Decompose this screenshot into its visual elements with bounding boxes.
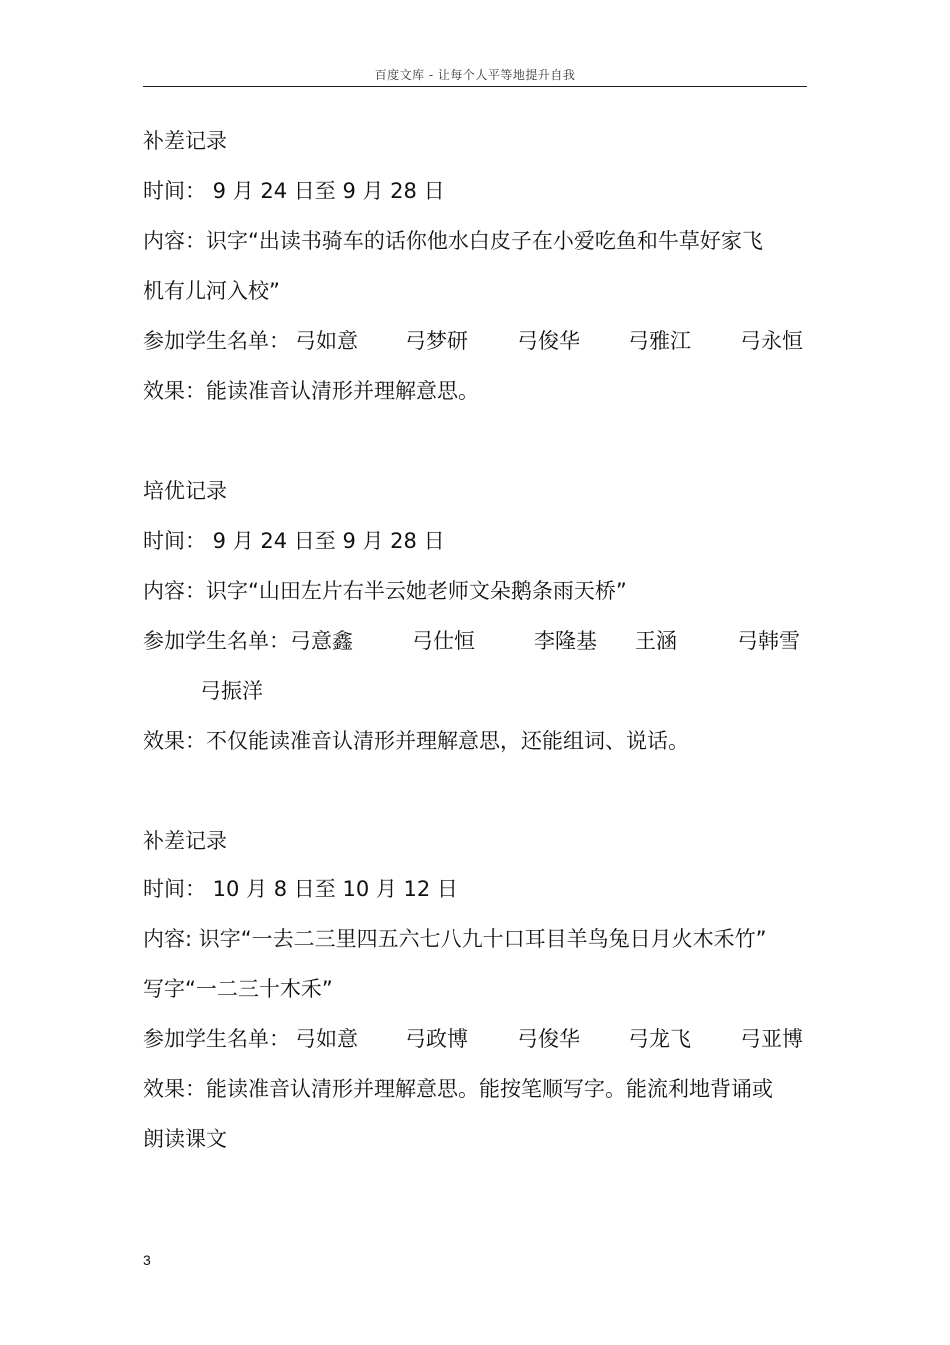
record-time: 时间： 9 月 24 日至 9 月 28 日 xyxy=(143,529,445,553)
student-name: 弓俊华 xyxy=(517,1027,580,1051)
student-name: 弓意鑫 xyxy=(290,629,353,653)
student-name: 弓梦研 xyxy=(405,329,468,353)
student-name: 李隆基 xyxy=(534,629,597,653)
record-content: 内容：识字“出读书骑车的话你他水白皮子在小爱吃鱼和牛草好家飞 xyxy=(143,229,763,253)
student-name: 王涵 xyxy=(635,629,677,653)
student-name: 弓仕恒 xyxy=(412,629,475,653)
students-label: 参加学生名单： xyxy=(143,629,290,653)
record-time: 时间： 9 月 24 日至 9 月 28 日 xyxy=(143,179,445,203)
record-content: 内容：识字“山田左片右半云她老师文朵鹅条雨天桥” xyxy=(143,579,627,603)
student-name: 弓亚博 xyxy=(740,1027,803,1051)
record-effect: 效果：能读准音认清形并理解意思。能按笔顺写字。能流利地背诵或 xyxy=(143,1077,773,1101)
student-name: 弓永恒 xyxy=(740,329,803,353)
record-content-continued: 写字“一二三十木禾” xyxy=(143,977,333,1001)
page-number: 3 xyxy=(143,1252,151,1268)
record-title: 补差记录 xyxy=(143,829,227,853)
header-rule xyxy=(143,86,807,87)
record-effect-continued: 朗读课文 xyxy=(143,1127,227,1151)
record-title: 培优记录 xyxy=(143,479,227,503)
header-text: 百度文库 - 让每个人平等地提升自我 xyxy=(374,68,576,82)
student-name: 弓龙飞 xyxy=(628,1027,691,1051)
student-name: 弓雅江 xyxy=(628,329,691,353)
record-effect: 效果：能读准音认清形并理解意思。 xyxy=(143,379,479,403)
students-label: 参加学生名单： xyxy=(143,1027,290,1051)
student-name: 弓俊华 xyxy=(517,329,580,353)
record-content-continued: 机有儿河入校” xyxy=(143,279,280,303)
record-content: 内容: 识字“一去二三里四五六七八九十口耳目羊鸟兔日月火木禾竹” xyxy=(143,927,767,951)
student-name: 弓如意 xyxy=(295,1027,358,1051)
student-name: 弓韩雪 xyxy=(737,629,800,653)
student-name-extra: 弓振洋 xyxy=(200,679,263,703)
student-name: 弓政博 xyxy=(405,1027,468,1051)
students-label: 参加学生名单： xyxy=(143,329,290,353)
record-time: 时间： 10 月 8 日至 10 月 12 日 xyxy=(143,877,458,901)
student-name: 弓如意 xyxy=(295,329,358,353)
record-effect: 效果：不仅能读准音认清形并理解意思，还能组词、说话。 xyxy=(143,729,689,753)
record-title: 补差记录 xyxy=(143,129,227,153)
